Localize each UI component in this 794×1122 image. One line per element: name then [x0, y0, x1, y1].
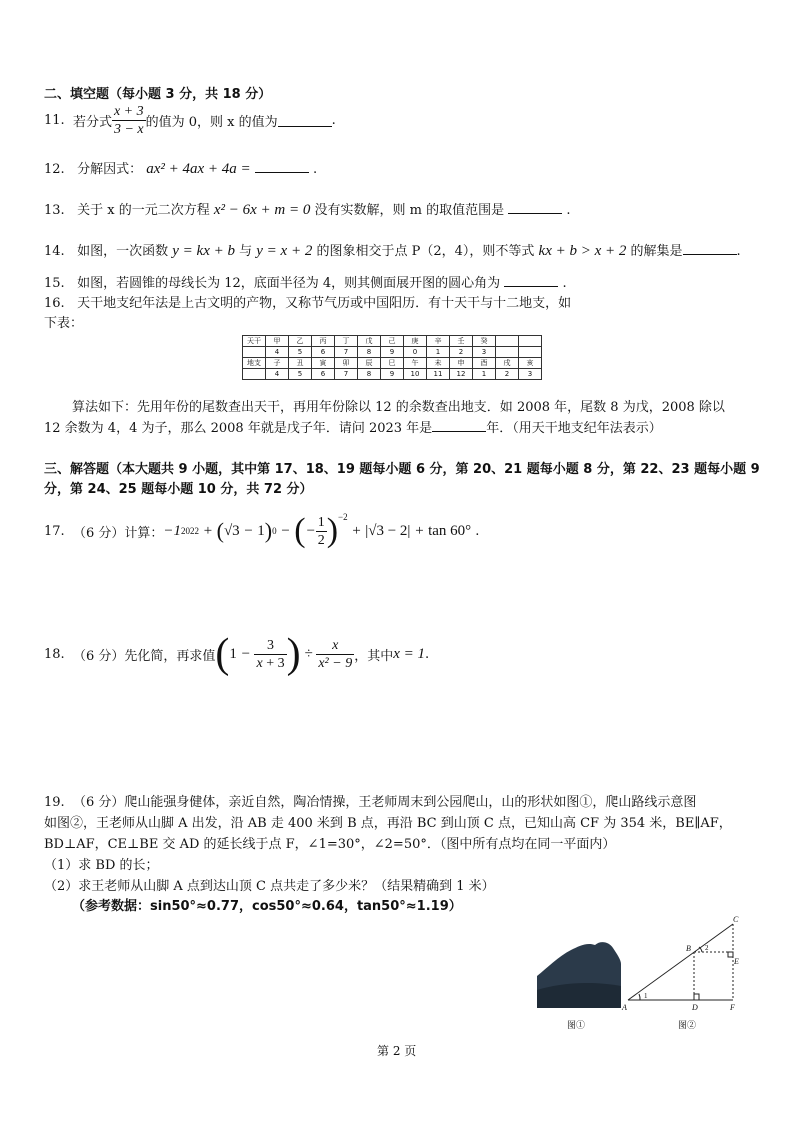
- q19-number: 19.: [44, 795, 65, 810]
- q15-end: .: [562, 276, 567, 291]
- q11-text-post: 的值为 0，则 x 的值为: [145, 115, 278, 130]
- table-cell: [519, 347, 542, 358]
- label-F: F: [730, 1003, 735, 1012]
- table-cell: 申: [450, 358, 473, 369]
- mountain-photo: [537, 930, 621, 1008]
- angle-2-arc: [699, 947, 702, 952]
- table-cell: 甲: [266, 336, 289, 347]
- q11-end: .: [331, 113, 336, 128]
- q14-text-pre: 如图，一次函数: [77, 244, 169, 259]
- question-19-line1: [44, 791, 696, 810]
- table-cell: 丑: [289, 358, 312, 369]
- table-cell: 亥: [519, 358, 542, 369]
- question-19-line3: BD⊥AF，CE⊥BE 交 AD 的延长线于点 F，∠1=30°，∠2=50°．（图中所有点均在同一平面内）: [44, 837, 616, 852]
- q12-end: .: [312, 162, 318, 177]
- section3-heading-line2: 分，第 24、25 题每小题 10 分，共 72 分）: [44, 482, 313, 497]
- q14-text-mid2: 的图象相交于点 P（2，4），则不等式: [316, 244, 535, 259]
- q16-number: 16.: [44, 296, 65, 311]
- q14-end: .: [736, 244, 741, 259]
- table-cell: 6: [312, 369, 335, 380]
- table-cell: 卯: [335, 358, 358, 369]
- q14-number: 14.: [44, 244, 65, 259]
- question-14: [44, 240, 741, 260]
- q19-text-line1: （6 分）爬山能强身健体，亲近自然，陶冶情操，王老师周末到公园爬山，山的形状如图①，爬山路线示意图: [72, 795, 697, 810]
- question-12: [44, 158, 317, 178]
- table-cell: 5: [289, 369, 312, 380]
- table-cell: 丁: [335, 336, 358, 347]
- q14-answer-blank[interactable]: [683, 242, 737, 255]
- label-angle-2: 2: [705, 944, 709, 952]
- q18-number: 18.: [44, 646, 65, 662]
- table-cell: 巳: [381, 358, 404, 369]
- table-row: [243, 336, 542, 347]
- right-angle-E: [728, 952, 733, 957]
- table-cell: 辰: [358, 358, 381, 369]
- q12-answer-blank[interactable]: [255, 160, 309, 173]
- question-19-line2: 如图②，王老师从山脚 A 出发，沿 AB 走 400 米到 B 点，再沿 BC 到山顶 C 点，已知山高 CF 为 354 米，BE∥AF，: [44, 816, 732, 831]
- table-cell: 8: [358, 369, 381, 380]
- table-cell: 6: [312, 347, 335, 358]
- table-cell: [496, 336, 519, 347]
- question-19-sub1: （1）求 BD 的长；: [44, 858, 159, 873]
- q12-text-pre: 分解因式：: [77, 162, 143, 177]
- table-cell: 0: [404, 347, 427, 358]
- table-cell: [243, 347, 266, 358]
- table-cell: 1: [473, 369, 496, 380]
- table-cell: 乙: [289, 336, 312, 347]
- q12-expression: ax² + 4ax + 4a =: [146, 161, 251, 177]
- table-cell: 4: [266, 369, 289, 380]
- table-cell: 子: [266, 358, 289, 369]
- label-angle-1: 1: [644, 992, 648, 1000]
- q13-end: .: [566, 203, 571, 218]
- q18-condition: x = 1: [393, 645, 425, 662]
- table-cell: 戊: [358, 336, 381, 347]
- table-row: [243, 358, 542, 369]
- q17-number: 17.: [44, 523, 65, 539]
- table-cell: 9: [381, 369, 404, 380]
- q14-expression-3: kx + b > x + 2: [538, 243, 627, 259]
- table-cell: 2: [450, 347, 473, 358]
- q11-answer-blank[interactable]: [278, 114, 332, 127]
- page-number: 第 2 页: [377, 1044, 417, 1058]
- q14-text-post: 的解集是: [630, 244, 683, 259]
- q13-text-pre: 关于 x 的一元二次方程: [77, 203, 210, 218]
- question-11: [44, 103, 336, 138]
- angle-1-arc: [639, 994, 640, 1000]
- table-cell: 天干: [243, 336, 266, 347]
- table-cell: 辛: [427, 336, 450, 347]
- label-A: A: [622, 1003, 627, 1012]
- question-16-line2: 下表：: [44, 316, 84, 331]
- q16-text-line1: 天干地支纪年法是上古文明的产物，又称节气历或中国阳历．有十天干与十二地支，如: [77, 296, 572, 311]
- table-cell: [496, 347, 519, 358]
- table-cell: [519, 336, 542, 347]
- table-cell: 12: [450, 369, 473, 380]
- table-cell: 3: [473, 347, 496, 358]
- q13-expression: x² − 6x + m = 0: [213, 202, 311, 218]
- table-cell: 壬: [450, 336, 473, 347]
- q11-fraction: [112, 103, 146, 138]
- q14-expression-1: y = kx + b: [172, 243, 235, 259]
- q12-number: 12.: [44, 162, 65, 177]
- q15-text: 如图，若圆锥的母线长为 12，底面半径为 4，则其侧面展开图的圆心角为: [77, 276, 501, 291]
- question-17: [44, 512, 479, 550]
- question-19-sub2: （2）求王老师从山脚 A 点到达山顶 C 点共走了多少米？（结果精确到 1 米）: [44, 879, 495, 894]
- table-row: [243, 369, 542, 380]
- label-E: E: [734, 957, 739, 966]
- table-cell: [243, 369, 266, 380]
- q16-algorithm-line1: 算法如下：先用年份的尾数查出天干，再用年份除以 12 的余数查出地支．如 2008 年，尾数 8 为戊，2008 除以: [72, 400, 725, 415]
- table-cell: 7: [335, 369, 358, 380]
- table-cell: 1: [427, 347, 450, 358]
- table-cell: 寅: [312, 358, 335, 369]
- table-cell: 3: [519, 369, 542, 380]
- question-19-reference: （参考数据：sin50°≈0.77，cos50°≈0.64，tan50°≈1.19）: [72, 899, 462, 914]
- q11-frac-den: 3 − x: [113, 122, 144, 137]
- geometry-diagram: [620, 914, 750, 1014]
- label-B: B: [686, 944, 691, 953]
- q17-end: .: [475, 523, 480, 539]
- q16-answer-blank[interactable]: [432, 419, 486, 432]
- q16-algorithm-line2: [44, 417, 662, 436]
- q13-text-post: 没有实数解，则 m 的取值范围是: [314, 203, 505, 218]
- table-cell: 丙: [312, 336, 335, 347]
- tiangan-dizhi-table: [242, 335, 542, 380]
- table-cell: 酉: [473, 358, 496, 369]
- table-cell: 11: [427, 369, 450, 380]
- right-angle-D: [694, 994, 699, 1000]
- label-D: D: [692, 1003, 698, 1012]
- question-15: [44, 272, 567, 291]
- q11-text-pre: 若分式: [72, 115, 112, 130]
- section3-heading-line1: 三、解答题（本大题共 9 小题，其中第 17、18、19 题每小题 6 分，第 20、21 题每小题 8 分，第 22、23 题每小题 9: [44, 462, 760, 477]
- line-AC: [628, 924, 733, 1000]
- q17-expression: −1 2022 + ( √3 − 1 ) 0 − ( − $\frac{1}{2}$ ) $^{-2}$ + |√3 − 2| + tan 60°: [163, 512, 472, 549]
- table-cell: 庚: [404, 336, 427, 347]
- section2-heading: 二、填空题（每小题 3 分，共 18 分）: [44, 87, 272, 102]
- q13-answer-blank[interactable]: [508, 201, 562, 214]
- q15-answer-blank[interactable]: [504, 274, 558, 287]
- figure-1-caption: 图①: [567, 1021, 586, 1031]
- q15-number: 15.: [44, 276, 65, 291]
- label-C: C: [733, 915, 739, 924]
- q11-frac-num: x + 3: [113, 104, 144, 119]
- table-cell: 2: [496, 369, 519, 380]
- q17-text-pre: （6 分）计算：: [72, 525, 164, 541]
- q11-number: 11.: [44, 113, 65, 128]
- table-cell: 己: [381, 336, 404, 347]
- q18-text-post: ，其中: [354, 648, 394, 664]
- q16-algo-text-b: 年．（用天干地支纪年法表示）: [486, 421, 662, 436]
- table-cell: 未: [427, 358, 450, 369]
- table-cell: 午: [404, 358, 427, 369]
- q13-number: 13.: [44, 203, 65, 218]
- question-16-line1: [44, 292, 571, 311]
- question-18: [44, 630, 429, 678]
- table-cell: 地支: [243, 358, 266, 369]
- table-cell: 5: [289, 347, 312, 358]
- table-cell: 戌: [496, 358, 519, 369]
- table-cell: 癸: [473, 336, 496, 347]
- table-cell: 4: [266, 347, 289, 358]
- q18-end: .: [425, 646, 430, 662]
- table-cell: 9: [381, 347, 404, 358]
- q18-expression: ( 1 − $\frac{3}{x + 3}$ ) ÷ $\frac{x}{\text{x² − 9}}$: [215, 631, 353, 677]
- table-cell: 10: [404, 369, 427, 380]
- q14-expression-2: y = x + 2: [256, 243, 313, 259]
- q16-algo-text-a: 12 余数为 4，4 为子，那么 2008 年就是戊子年．请问 2023 年是: [44, 421, 433, 436]
- table-row: [243, 347, 542, 358]
- q14-text-mid1: 与: [239, 244, 253, 259]
- question-13: [44, 199, 571, 219]
- table-cell: 7: [335, 347, 358, 358]
- q18-text-pre: （6 分）先化简，再求值: [72, 648, 216, 664]
- table-cell: 8: [358, 347, 381, 358]
- figure-2-caption: 图②: [678, 1021, 697, 1031]
